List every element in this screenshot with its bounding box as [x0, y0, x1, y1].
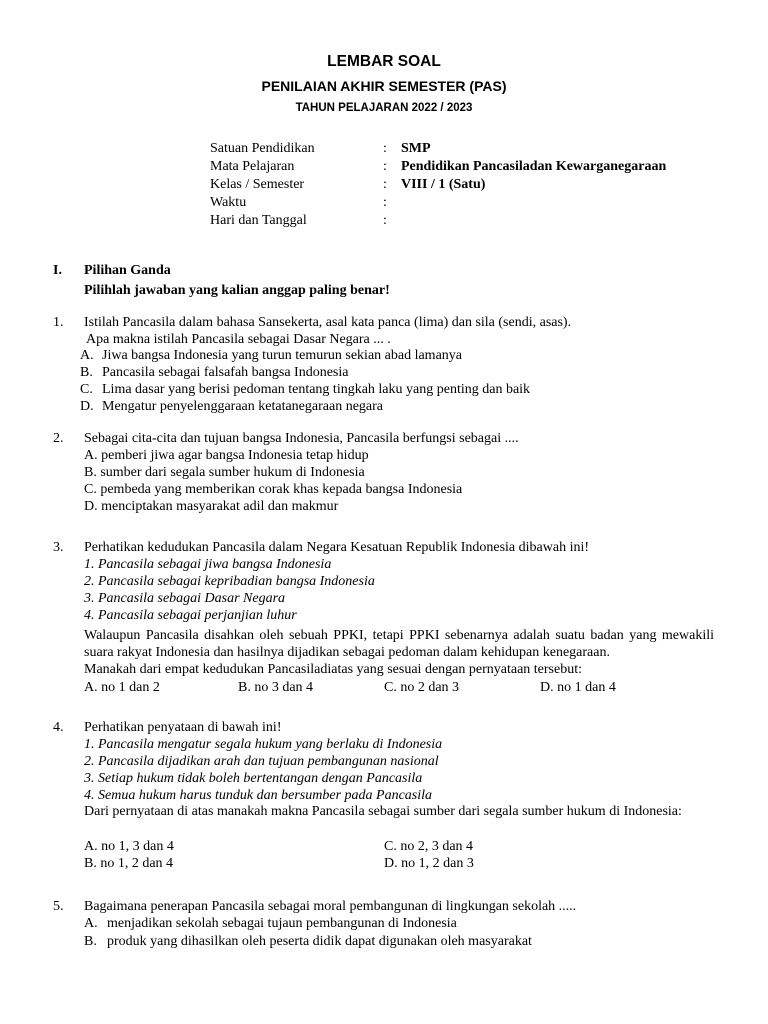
- question-text: Istilah Pancasila dalam bahasa Sansekerta, asal kata panca (lima) dan sila (sendi, asas).: [84, 315, 572, 330]
- option-text: D. no 1 dan 4: [540, 680, 616, 695]
- option-text: Jiwa bangsa Indonesia yang turun temurun sekian abad lamanya: [102, 348, 463, 363]
- option-letter: A.: [84, 916, 98, 931]
- info-value: Pendidikan Pancasiladan Kewarganegaraan: [401, 159, 667, 174]
- question-text: Apa makna istilah Pancasila sebagai Dasar Negara ... .: [86, 332, 391, 347]
- option-letter: B.: [84, 934, 97, 949]
- statement-item: 2. Pancasila sebagai kepribadian bangsa Indonesia: [84, 574, 375, 589]
- option-letter: A.: [80, 348, 94, 363]
- question-text: Bagaimana penerapan Pancasila sebagai moral pembangunan di lingkungan sekolah .....: [84, 899, 577, 914]
- option-text: D. menciptakan masyarakat adil dan makmur: [84, 499, 339, 514]
- section-instruction: Pilihlah jawaban yang kalian anggap paling benar!: [84, 283, 390, 298]
- section-number: I.: [53, 263, 62, 278]
- statement-item: 1. Pancasila mengatur segala hukum yang berlaku di Indonesia: [84, 737, 443, 752]
- option-text: Lima dasar yang berisi pedoman tentang tingkah laku yang penting dan baik: [102, 382, 531, 397]
- option-text: produk yang dihasilkan oleh peserta didik dapat digunakan oleh masyarakat: [107, 934, 532, 949]
- section-title: Pilihan Ganda: [84, 263, 171, 278]
- statement-item: 4. Semua hukum harus tunduk dan bersumber pada Pancasila: [84, 788, 433, 803]
- info-colon: :: [383, 177, 387, 192]
- option-text: Pancasila sebagai falsafah bangsa Indonesia: [102, 365, 349, 380]
- statement-item: 3. Pancasila sebagai Dasar Negara: [84, 591, 286, 606]
- question-number: 2.: [53, 431, 64, 446]
- option-text: C. pembeda yang memberikan corak khas kepada bangsa Indonesia: [84, 482, 463, 497]
- option-letter: C.: [80, 382, 93, 397]
- info-label: Waktu: [210, 195, 247, 210]
- info-colon: :: [383, 159, 387, 174]
- option-text: menjadikan sekolah sebagai tujaun pembangunan di Indonesia: [107, 916, 457, 931]
- option-text: C. no 2 dan 3: [384, 680, 460, 695]
- statement-item: 1. Pancasila sebagai jiwa bangsa Indonesia: [84, 557, 332, 572]
- question-number: 3.: [53, 540, 64, 555]
- option-text: B. sumber dari segala sumber hukum di Indonesia: [84, 465, 365, 480]
- option-text: A. no 1 dan 2: [84, 680, 160, 695]
- question-number: 5.: [53, 899, 64, 914]
- question-text: Sebagai cita-cita dan tujuan bangsa Indonesia, Pancasila berfungsi sebagai ....: [84, 431, 519, 446]
- option-text: B. no 3 dan 4: [238, 680, 314, 695]
- statement-item: 3. Setiap hukum tidak boleh bertentangan dengan Pancasila: [84, 771, 423, 786]
- info-label: Satuan Pendidikan: [210, 141, 315, 156]
- option-letter: B.: [80, 365, 93, 380]
- info-colon: :: [383, 141, 387, 156]
- academic-year: TAHUN PELAJARAN 2022 / 2023: [295, 102, 473, 114]
- statement-item: 4. Pancasila sebagai perjanjian luhur: [84, 608, 297, 623]
- option-letter: D.: [80, 399, 94, 414]
- info-colon: :: [383, 195, 387, 210]
- statement-item: 2. Pancasila dijadikan arah dan tujuan pembangunan nasional: [84, 754, 439, 769]
- option-text: D. no 1, 2 dan 3: [384, 856, 474, 871]
- question-paragraph: Dari pernyataan di atas manakah makna Pancasila sebagai sumber dari segala sumber hukum di Indonesia:: [84, 804, 682, 819]
- info-value: VIII / 1 (Satu): [401, 177, 486, 192]
- option-text: C. no 2, 3 dan 4: [384, 839, 474, 854]
- option-text: A. no 1, 3 dan 4: [84, 839, 174, 854]
- document-title: LEMBAR SOAL: [327, 53, 441, 70]
- question-text: Manakah dari empat kedudukan Pancasiladiatas yang sesuai dengan pernyataan tersebut:: [84, 662, 582, 677]
- question-paragraph: Walaupun Pancasila disahkan oleh sebuah PPKI, tetapi PPKI sebenarnya adalah suatu badan yang mewakili suara rakyat Indonesia dan hasilnya dijadikan sebagai pedoman dalam kehidupan kenegaraan.: [84, 628, 714, 660]
- info-value: SMP: [401, 141, 431, 156]
- info-label: Hari dan Tanggal: [210, 213, 307, 228]
- option-text: Mengatur penyelenggaraan ketatanegaraan negara: [102, 399, 384, 414]
- question-number: 1.: [53, 315, 64, 330]
- question-number: 4.: [53, 720, 64, 735]
- option-text: B. no 1, 2 dan 4: [84, 856, 174, 871]
- info-label: Mata Pelajaran: [210, 159, 295, 174]
- question-text: Perhatikan penyataan di bawah ini!: [84, 720, 282, 735]
- info-colon: :: [383, 213, 387, 228]
- info-label: Kelas / Semester: [210, 177, 305, 192]
- document-subtitle: PENILAIAN AKHIR SEMESTER (PAS): [261, 78, 507, 94]
- question-text: Perhatikan kedudukan Pancasila dalam Negara Kesatuan Republik Indonesia dibawah ini!: [84, 540, 590, 555]
- option-text: A. pemberi jiwa agar bangsa Indonesia tetap hidup: [84, 448, 369, 463]
